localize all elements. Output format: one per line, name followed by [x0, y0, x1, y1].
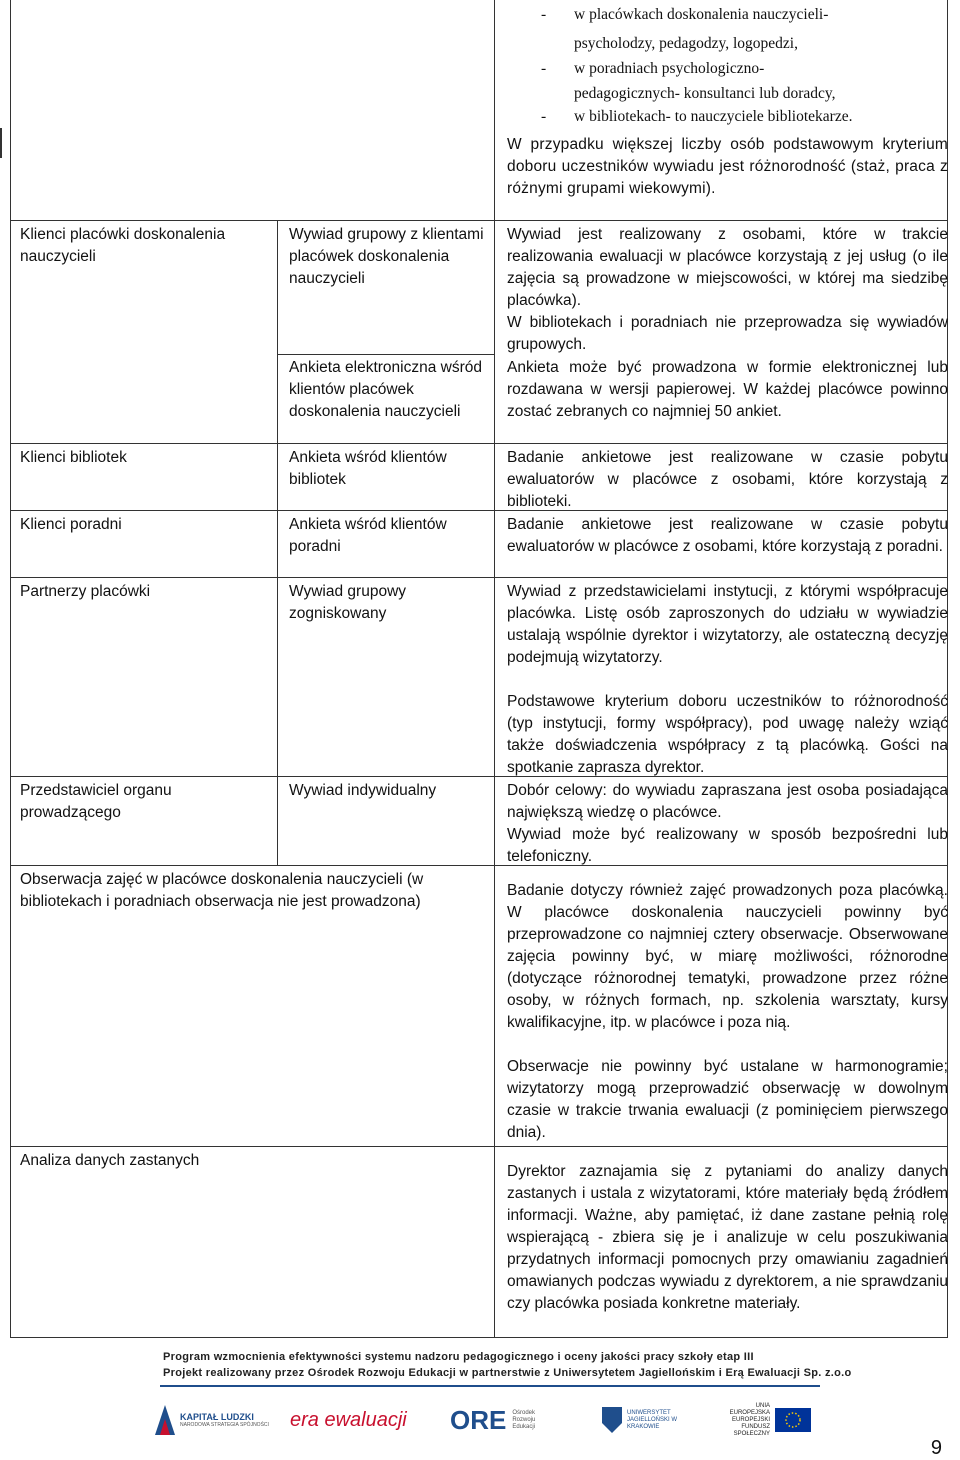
era-text: era ewaluacji: [290, 1408, 407, 1431]
kapital-ludzki-logo: [155, 1395, 269, 1445]
row-who: Klienci bibliotek: [20, 449, 127, 466]
row-method: Wywiad indywidualny: [289, 782, 437, 799]
ore-sub: Ośrodek Rozwoju Edukacji: [512, 1409, 536, 1430]
row-desc: Dyrektor zaznajamia się z pytaniami do analizy danych zastanych i ustala z wizytatorami, które materiały będą źródłem informacji. Ważne, aby pamiętać, iż dane zastane pełnią rolę wspierającą - zbiera się je i analizuje w celu poszukiwania przydatnych informacji pomocnych przy omawianiu zagadnień omawianych podczas wywiadu z dyrektorem, a nie sprawdzaniu czy placówka posiada konkretne materiały.: [507, 1163, 948, 1312]
list-item: w placówkach doskonalenia nauczycieli-: [574, 6, 829, 23]
dash: -: [541, 60, 547, 77]
eu-logo: [720, 1395, 811, 1445]
footer-rule: [160, 1385, 820, 1387]
selection-note: W przypadku większej liczby osób podstawowym kryterium doboru uczestników wywiadu jest różnorodność (staż, praca z różnymi grupami wiekowymi).: [507, 136, 948, 197]
list-item-cont: psycholodzy, pedagodzy, logopedzi,: [574, 35, 798, 52]
row-desc: Badanie ankietowe jest realizowane w czasie pobytu ewaluatorów w placówce z osobami, które korzystają z biblioteki.: [507, 449, 948, 510]
list-item-cont: pedagogicznych- konsultanci lub doradcy,: [574, 85, 836, 102]
row-who: Przedstawiciel organu prowadzącego: [20, 782, 172, 821]
row-desc: Wywiad z przedstawicielami instytucji, z którymi współpracuje placówka. Listę osób zaproszonych do udziału w wywiadzie ustalają wspólnie dyrektor i wizytatorzy, ale ostateczną decyzję podejmują wizytatorzy.: [507, 583, 948, 666]
row-who: Klienci poradni: [20, 516, 122, 533]
row-desc: Obserwacje nie powinny być ustalane w harmonogramie; wizytatorzy mogą przeprowadzić obserwację w dowolnym czasie w trakcie trwania ewaluacji (z pominięciem pierwszego dnia).: [507, 1058, 948, 1141]
row-who: Klienci placówki doskonalenia nauczycieli: [20, 226, 226, 265]
uj-text: UNIWERSYTET JAGIELLOŃSKI W KRAKOWIE: [627, 1409, 678, 1430]
row-method: Ankieta wśród klientów bibliotek: [289, 449, 447, 488]
kl-title: KAPITAŁ LUDZKI: [180, 1412, 254, 1422]
row-desc: Badanie ankietowe jest realizowane w czasie pobytu ewaluatorów w placówce z osobami, które korzystają z poradni.: [507, 516, 948, 555]
era-ewaluacji-logo: [290, 1395, 407, 1445]
footer-program: Program wzmocnienia efektywności systemu nadzoru pedagogicznego i oceny jakości pracy szkoły etap III: [163, 1351, 754, 1363]
kl-mark-icon: [155, 1405, 175, 1435]
row-who: Obserwacja zajęć w placówce doskonalenia nauczycieli (w bibliotekach i poradniach obserwacja nie jest prowadzona): [20, 871, 424, 910]
row-desc: Ankieta może być prowadzona w formie elektronicznej lub rozdawana w wersji papierowej. W każdej placówce powinno zostać zebranych co najmniej 50 ankiet.: [507, 359, 948, 420]
row-method: Ankieta wśród klientów poradni: [289, 516, 447, 555]
ore-text: ORE: [450, 1404, 507, 1435]
row-desc: Wywiad jest realizowany z osobami, które w trakcie realizowania ewaluacji w placówce korzystają z jej usług (o ile zajęcia są prowadzone w miejscowości, w której ma siedzibę placówka).: [507, 226, 948, 309]
kl-sub: NARODOWA STRATEGIA SPÓJNOŚCI: [180, 1422, 269, 1428]
row-desc: Badanie dotyczy również zajęć prowadzonych poza placówką. W placówce doskonalenia nauczycieli powinny być przeprowadzone co najmniej cztery obserwacje. Obserwowane zajęcia powinny być, w miarę możliwości, różnorodne (dotyczące różnorodnej tematyki, prowadzone przez różne osoby, w różnych formach, np. szkolenia warsztaty, kursy kwalifikacyjne, itp. w placówce i poza nią.: [507, 882, 948, 1031]
row-desc: Wywiad może być realizowany w sposób bezpośredni lub telefoniczny.: [507, 826, 948, 865]
list-item: w poradniach psychologiczno-: [574, 60, 765, 77]
eu-sub: EUROPEJSKI FUNDUSZ SPOŁECZNY: [731, 1416, 770, 1437]
row-who: Partnerzy placówki: [20, 583, 151, 600]
footer-project: Projekt realizowany przez Ośrodek Rozwoju Edukacji w partnerstwie z Uniwersytetem Jagiellońskim i Erą Ewaluacji Sp. z.o.o: [163, 1367, 852, 1379]
dash: -: [541, 6, 547, 23]
row-method: Wywiad grupowy z klientami placówek doskonalenia nauczycieli: [289, 226, 484, 287]
uj-crest-icon: [602, 1407, 622, 1433]
uj-logo: [602, 1395, 697, 1445]
eu-flag-icon: [775, 1408, 811, 1432]
row-desc: W bibliotekach i poradniach nie przeprowadza się wywiadów grupowych.: [507, 314, 948, 353]
page-number: 9: [930, 1437, 942, 1459]
row-who: Analiza danych zastanych: [20, 1152, 200, 1169]
ore-logo: [450, 1395, 552, 1445]
row-method: Wywiad grupowy zogniskowany: [289, 583, 407, 622]
list-item: w bibliotekach- to nauczyciele bibliotekarze.: [574, 108, 853, 125]
eu-title: UNIA EUROPEJSKA: [729, 1402, 770, 1416]
row-desc: Dobór celowy: do wywiadu zapraszana jest osoba posiadająca największą wiedzę o placówce.: [507, 782, 948, 821]
row-method: Ankieta elektroniczna wśród klientów placówek doskonalenia nauczycieli: [289, 359, 482, 420]
dash: -: [541, 108, 547, 125]
row-desc: Podstawowe kryterium doboru uczestników to różnorodność (typ instytucji, formy współpracy), pod uwagę należy wziąć także doświadczenia współpracy z tą placówką. Gości na spotkanie zaprasza dyrektor.: [507, 693, 948, 776]
